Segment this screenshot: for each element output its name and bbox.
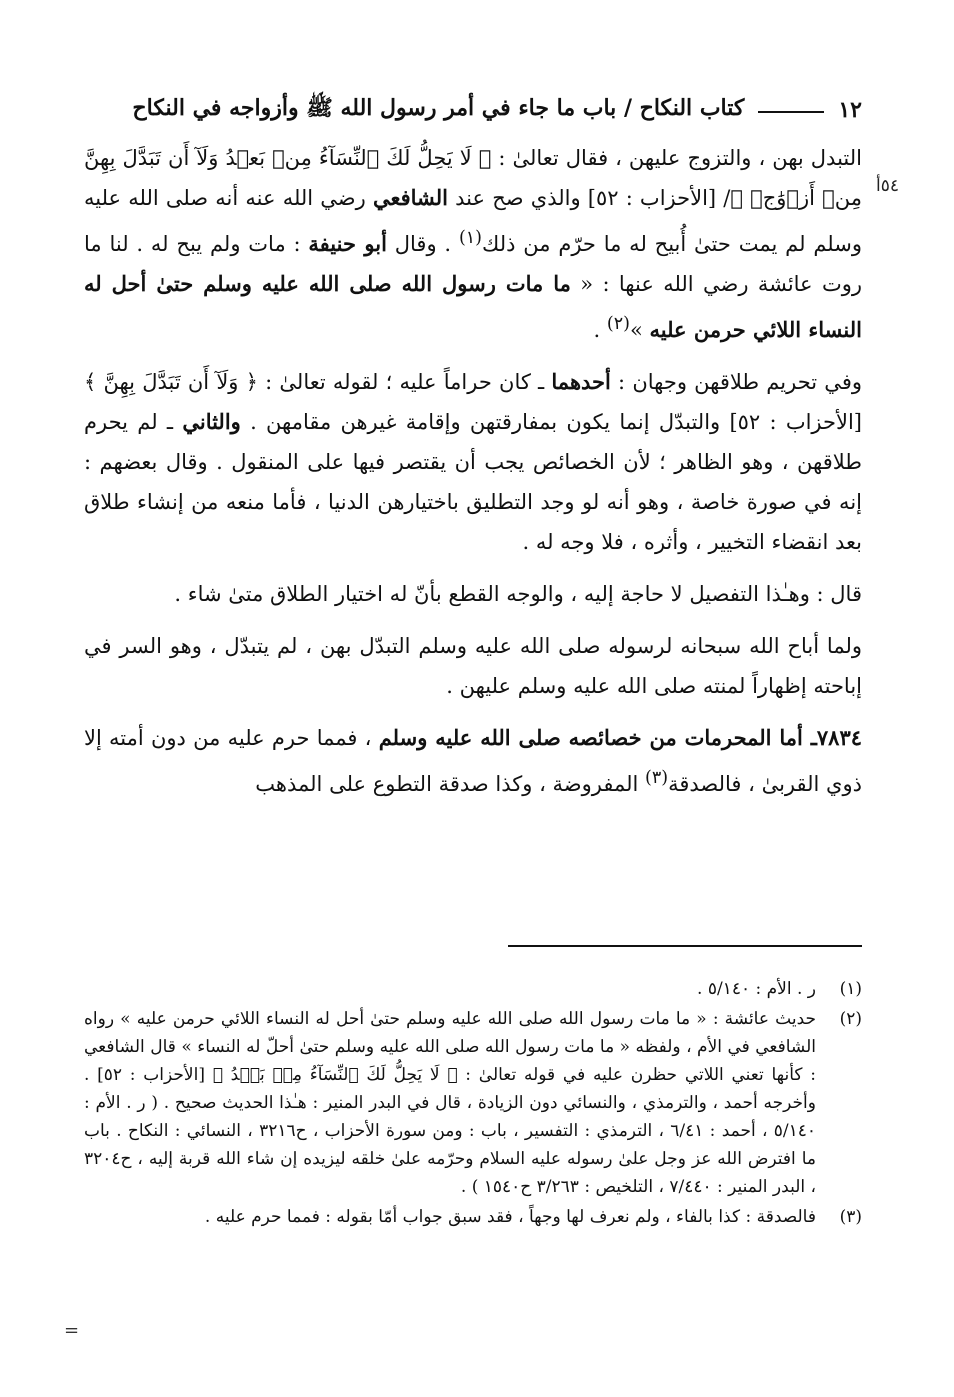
text-span: أبو حنيفة	[308, 231, 387, 256]
page-header	[84, 88, 862, 132]
footnote-number: (١)	[839, 979, 862, 999]
main-text	[84, 138, 862, 804]
footnote-number: (٣)	[839, 1207, 862, 1227]
footnote-ref: (١)	[458, 228, 482, 248]
footnote-text: ر . الأم : ٥/١٤٠ .	[697, 979, 816, 999]
text-span: رضي الله عنه أنه صلى الله عليه وسلم لم يمت حتىٰ أُبيح له ما حرّم من ذلك	[84, 186, 862, 256]
footnote	[84, 975, 862, 1003]
paragraph	[84, 362, 862, 562]
text-span: قال : وهـٰذا التفصيل لا حاجة إليه ، والوجه القطع بأنّ له اختيار الطلاق متىٰ شاء .	[174, 582, 862, 606]
paragraph	[84, 626, 862, 706]
footnote-text: فالصدقة : كذا بالفاء ، ولم نعرف لها وجهاً ، فقد سبق جواب أمّا بقوله : فمما حرم عليه .	[204, 1207, 816, 1227]
paragraph	[84, 138, 862, 350]
text-span: [الأحزاب : ٥٢] والتبدّل إنما يكون بمفارقتهن وإقامة غيرهن مقامهن .	[240, 410, 862, 434]
footnote-ref: (٢)	[606, 314, 630, 334]
edge-mark: =	[64, 1320, 80, 1341]
text-span: والثاني	[182, 409, 241, 434]
footnote-text: حديث عائشة : « ما مات رسول الله صلى الله عليه وسلم حتىٰ أحل له النساء اللائي حرمن عليه » رواه الشافعي في الأم ، ولفظه « ما مات رسول الله صلى الله عليه وسلم حتىٰ أحلّ له النساء » قال الشافعي : كأنها تعني اللاتي حظرن عليه في قوله تعالىٰ : ﴿ لَا يَحِلُّ لَكَ ٱلنِّسَآءُ مِنۢ بَعۡدُ ﴾ [الأحزاب : ٥٢] . وأخرجه أحمد ، والترمذي ، والنسائي دون الزيادة ، قال في البدر المنير : هـٰذا الحديث صحيح . ( ر . الأم : ٥/١٤٠ ، أحمد : ٦/٤١ ، الترمذي : التفسير ، باب : ومن سورة الأحزاب ، ح٣٢١٦ ، النسائي : النكاح . باب ما افترض الله عز وجل علىٰ رسوله عليه السلام وحرّمه علىٰ خلقه ليزيده إن شاء الله قربة إليه ، ح٣٢٠٤ ، البدر المنير : ٧/٤٤٠ ، التلخيص : ٣/٢٦٣ ح١٥٤٠ ) .	[84, 1009, 816, 1197]
text-span: .	[593, 318, 607, 342]
quran-verse: ﴿ لَا يَحِلُّ لَكَ ٱلنِّسَآءُ مِنۢ بَعۡدُ وَلَآ أَن تَبَدَّلَ بِهِنَّ مِنۡ أَزۡوَٰجٖ ﴾	[84, 146, 863, 210]
text-span: أحدهما	[551, 369, 611, 394]
text-span: الشافعي	[372, 185, 448, 210]
text-span: التبدل بهن ، والتزوج عليهن ، فقال تعالىٰ :	[491, 146, 862, 170]
footnotes	[84, 975, 862, 1233]
text-span: المفروضة ، وكذا صدقة التطوع على المذهب	[255, 772, 646, 796]
paragraph	[84, 574, 862, 614]
text-span: ولما أباح الله سبحانه لرسوله صلى الله عليه وسلم التبدّل بهن ، لم يتبدّل ، وهو السر في إباحته إظهاراً لمنته صلى الله عليه وسلم عليهن .	[84, 634, 862, 698]
text-span: ـ كان حراماً عليه ؛ لقوله تعالىٰ :	[257, 370, 552, 394]
footnote	[84, 1203, 862, 1231]
text-span: / [الأحزاب : ٥٢] والذي صح عند	[448, 186, 731, 210]
text-span: ، فمما حرم عليه من دون أمته إلا ذوي القربىٰ ، فالصدقة	[84, 726, 862, 796]
text-span: ما مات رسول الله صلى الله عليه وسلم حتىٰ أحل له النساء اللائي حرمن عليه	[84, 271, 862, 342]
footnote-separator	[508, 945, 862, 947]
quran-verse: ﴿ وَلَآ أَن تَبَدَّلَ بِهِنَّ ﴾	[84, 370, 258, 394]
footnote-number: (٢)	[839, 1009, 862, 1029]
running-title: كتاب النكاح / باب ما جاء في أمر رسول الله ﷺ وأزواجه في النكاح	[132, 95, 745, 121]
text-span: وفي تحريم طلاقهن وجهان :	[610, 370, 862, 394]
paragraph	[84, 718, 862, 804]
page-number: ١٢	[838, 97, 862, 123]
text-span: : مات ولم يبح له . لنا ما روت عائشة رضي الله عنها : «	[84, 232, 862, 296]
footnote-ref: (٣)	[645, 768, 669, 788]
text-span: »	[629, 318, 650, 342]
text-span: ـ لم يحرم طلاقهن ، وهو الظاهر ؛ لأن الخصائص يجب أن يقتصر فيها على المنقول . وقال بعضهم : إنه في صورة خاصة ، وهو أنه لو وجد التطليق باختيارهن الدنيا ، فأما منعه من إنشاء طلاق بعد انقضاء التخيير ، وأثره ، فلا وجه له .	[84, 410, 862, 554]
margin-folio-note: ٥٤أ	[876, 176, 899, 196]
footnote	[84, 1005, 862, 1201]
header-rule	[758, 111, 824, 113]
text-span: . وقال	[386, 232, 459, 256]
text-span: ٧٨٣٤ـ أما المحرمات من خصائصه صلى الله عليه وسلم	[378, 725, 863, 750]
